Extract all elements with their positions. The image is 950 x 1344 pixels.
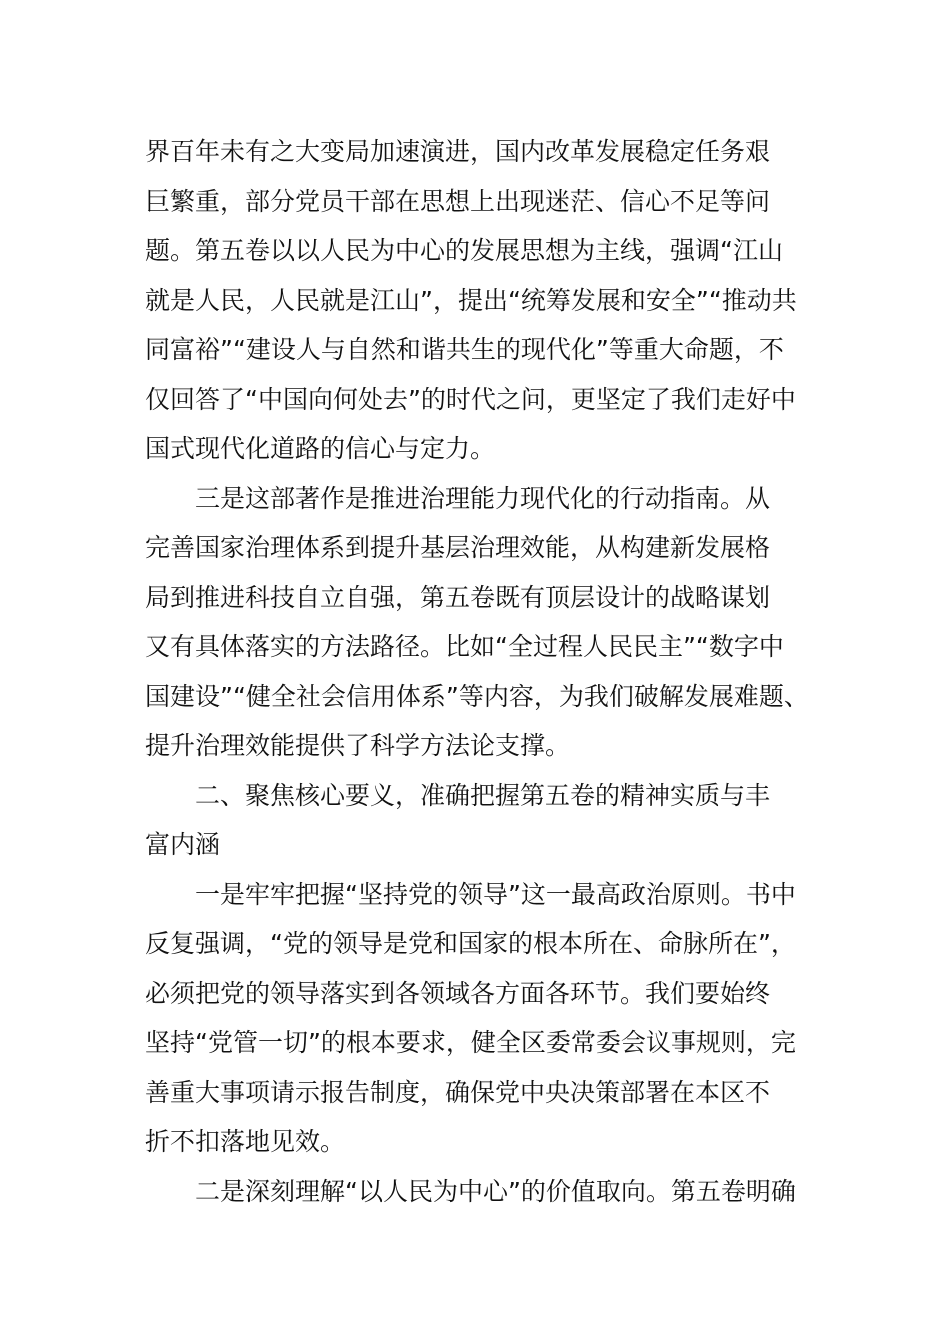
section-heading-line: 二、聚焦核心要义，准确把握第五卷的精神实质与丰 [195,780,771,810]
text-line: 题。第五卷以以人民为中心的发展思想为主线，强调“江山 [145,236,783,265]
text-line: 就是人民，人民就是江山”，提出“统筹发展和安全”“推动共 [145,285,797,315]
text-line: 仅回答了“中国向何处去”的时代之问，更坚定了我们走好中 [145,384,796,414]
paragraph-first-line: 一是牢牢把握“坚持党的领导”这一最高政治原则。书中 [195,879,796,909]
text-line: 又有具体落实的方法路径。比如“全过程人民民主”“数字中 [145,632,784,661]
text-line: 坚持“党管一切”的根本要求，健全区委常委会议事规则，完 [145,1028,796,1057]
paragraph-first-line: 三是这部著作是推进治理能力现代化的行动指南。从 [195,483,771,513]
text-line: 提升治理效能提供了科学方法论支撑。 [145,731,571,760]
text-line: 界百年未有之大变局加速演进，国内改革发展稳定任务艰 [145,137,771,166]
text-line: 反复强调，“党的领导是党和国家的根本所在、命脉所在”， [145,929,796,958]
text-line: 国式现代化道路的信心与定力。 [145,434,496,463]
text-line: 必须把党的领导落实到各领域各方面各环节。我们要始终 [145,978,771,1008]
text-line: 同富裕”“建设人与自然和谐共生的现代化”等重大命题，不 [145,335,784,364]
text-line: 巨繁重，部分党员干部在思想上出现迷茫、信心不足等问 [145,186,771,216]
text-line: 局到推进科技自立自强，第五卷既有顶层设计的战略谋划 [145,582,771,612]
text-line: 善重大事项请示报告制度，确保党中央决策部署在本区不 [145,1077,771,1107]
text-line: 完善国家治理体系到提升基层治理效能，从构建新发展格 [145,533,771,562]
section-heading-line: 富内涵 [145,830,221,859]
paragraph-first-line: 二是深刻理解“以人民为中心”的价值取向。第五卷明确 [195,1176,796,1206]
text-line: 折不扣落地见效。 [145,1127,346,1156]
text-line: 国建设”“健全社会信用体系”等内容，为我们破解发展难题、 [145,681,809,711]
document-body [145,127,815,1216]
